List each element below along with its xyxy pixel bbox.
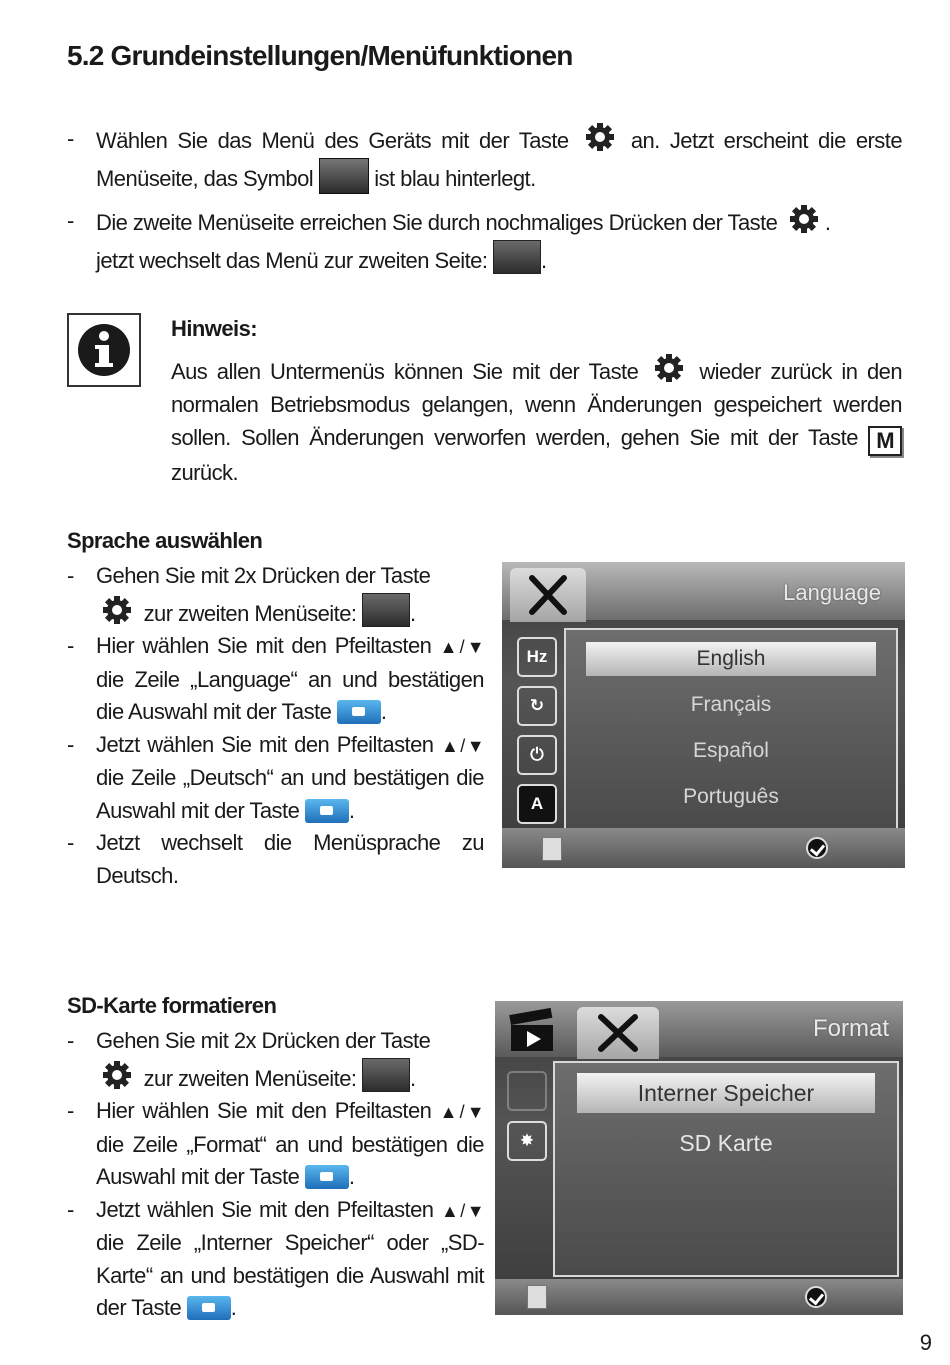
film-tab [501,1007,565,1057]
document-icon [542,837,562,861]
step-text: Hier wählen Sie mit den Pfeiltasten [96,1098,432,1123]
confirm-check-icon [806,837,828,859]
step-text: . [410,1065,416,1091]
language-step-4 [67,827,484,892]
step-text: Jetzt wechselt die Menüsprache zu Deutsch. [96,830,484,888]
language-option-english[interactable]: English [586,642,876,676]
language-step-3 [67,729,484,828]
m-key-icon: M [868,426,902,456]
intro-text: . [824,210,831,235]
step-text: . [348,797,355,823]
screen-footer [495,1279,903,1315]
note-box [171,312,902,489]
step-text: Gehen Sie mit 2x Drücken der Taste [96,1028,431,1053]
intro-bullet-2 [67,204,902,278]
step-text: zur zweiten Menüseite: [143,1065,357,1091]
screen-footer [502,828,905,868]
tools-tab [510,568,586,622]
step-text: . [348,1164,355,1189]
intro-text: an. Jetzt erscheint die erste Menüseite, das Symbol [96,128,903,191]
intro-text: ist blau hinterlegt. [374,166,536,191]
screen-title: Language [783,580,881,605]
step-text: . [380,699,387,724]
intro-list [67,122,902,278]
language-option-francais[interactable]: Français [690,693,772,716]
step-text: Gehen Sie mit 2x Drücken der Taste [96,563,431,588]
step-text: die Zeile „Format“ an und bestätigen die Auswahl mit der Taste [96,1131,484,1189]
format-step-3 [67,1194,484,1325]
step-text: die Zeile „Deutsch“ an und bestätigen die Auswahl mit der Taste [96,765,484,823]
tools-tab [577,1007,659,1059]
language-option-portugues[interactable]: Português [683,785,779,808]
gear-icon [585,122,615,152]
tools-icon [510,568,586,622]
page-number: 9 [919,1330,932,1355]
format-option-internal[interactable]: Interner Speicher [577,1073,875,1113]
note-title: Hinweis: [171,316,258,341]
tools-icon [577,1007,659,1059]
section-heading: 5.2 Grundeinstellungen/Menüfunktionen [67,40,573,71]
gear-icon [102,595,132,625]
format-steps [67,1025,484,1325]
format-icon [507,1071,547,1111]
intro-text: Die zweite Menüseite erreichen Sie durch nochmaliges Drücken der Taste [96,210,778,235]
tools-menu-icon [362,593,410,627]
step-text: . [410,600,416,626]
format-menu-screenshot [495,1001,903,1315]
intro-bullet-1 [67,122,902,196]
format-step-2 [67,1095,484,1194]
intro-text: jetzt wechselt das Menü zur zweiten Seite: [96,248,488,273]
note-text: wieder zurück in den normalen Betriebsmodus gelangen, wenn Änderungen gespeichert werden sollen. Sollen Änderungen verworfen werden, gehen Sie mit der Taste [171,359,903,450]
arrow-keys-icon: ▲/▼ [441,735,485,756]
gear-icon [102,1060,132,1090]
info-icon [67,313,141,387]
frequency-icon: Hz [517,637,557,677]
language-step-1 [67,560,484,630]
tools-menu-icon [493,240,541,274]
arrow-keys-icon: ▲/▼ [439,1102,485,1122]
format-section-title: SD-Karte formatieren [67,993,277,1018]
intro-text: . [541,248,547,273]
camera-key-icon [305,1165,349,1189]
settings-icon: ✸ [507,1121,547,1161]
arrow-keys-icon: ▲/▼ [441,1200,485,1221]
step-text: Jetzt wählen Sie mit den Pfeiltasten [96,731,434,757]
format-option-sd-card[interactable]: SD Karte [679,1130,773,1156]
step-text: die Zeile „Language“ an und bestätigen die Auswahl mit der Taste [96,666,484,724]
language-step-2 [67,630,484,729]
language-icon: A [517,784,557,824]
rotate-icon: ↻ [517,686,557,726]
step-text: Hier wählen Sie mit den Pfeiltasten [96,633,432,658]
arrow-keys-icon: ▲/▼ [439,637,485,657]
film-icon [501,1007,565,1057]
camera-key-icon [305,799,349,823]
note-text: zurück. [171,460,239,485]
note-text: Aus allen Untermenüs können Sie mit der Taste [171,359,639,384]
confirm-check-icon [805,1286,827,1308]
camera-key-icon [337,700,381,724]
camera-key-icon [187,1296,231,1320]
language-steps [67,560,484,892]
intro-text: Wählen Sie das Menü des Geräts mit der Taste [96,128,569,153]
power-icon: ⏻ [517,735,557,775]
screen-title: Format [812,1015,889,1042]
step-text: . [230,1295,237,1320]
gear-icon [654,353,684,383]
language-menu-screenshot [502,562,905,868]
step-text: zur zweiten Menüseite: [143,600,357,626]
format-step-1 [67,1025,484,1095]
film-menu-icon [319,158,369,194]
format-options-panel [553,1061,899,1277]
tools-menu-icon [362,1058,410,1092]
document-icon [527,1285,547,1309]
gear-icon [789,204,819,234]
language-option-espanol[interactable]: Español [693,739,769,762]
step-text: Jetzt wählen Sie mit den Pfeiltasten [96,1196,434,1222]
language-options-panel [564,628,898,830]
step-text: die Zeile „Interner Speicher“ oder „SD-Karte“ an und bestätigen die Auswahl mit der Taste [96,1230,484,1320]
language-section-title: Sprache auswählen [67,528,263,553]
